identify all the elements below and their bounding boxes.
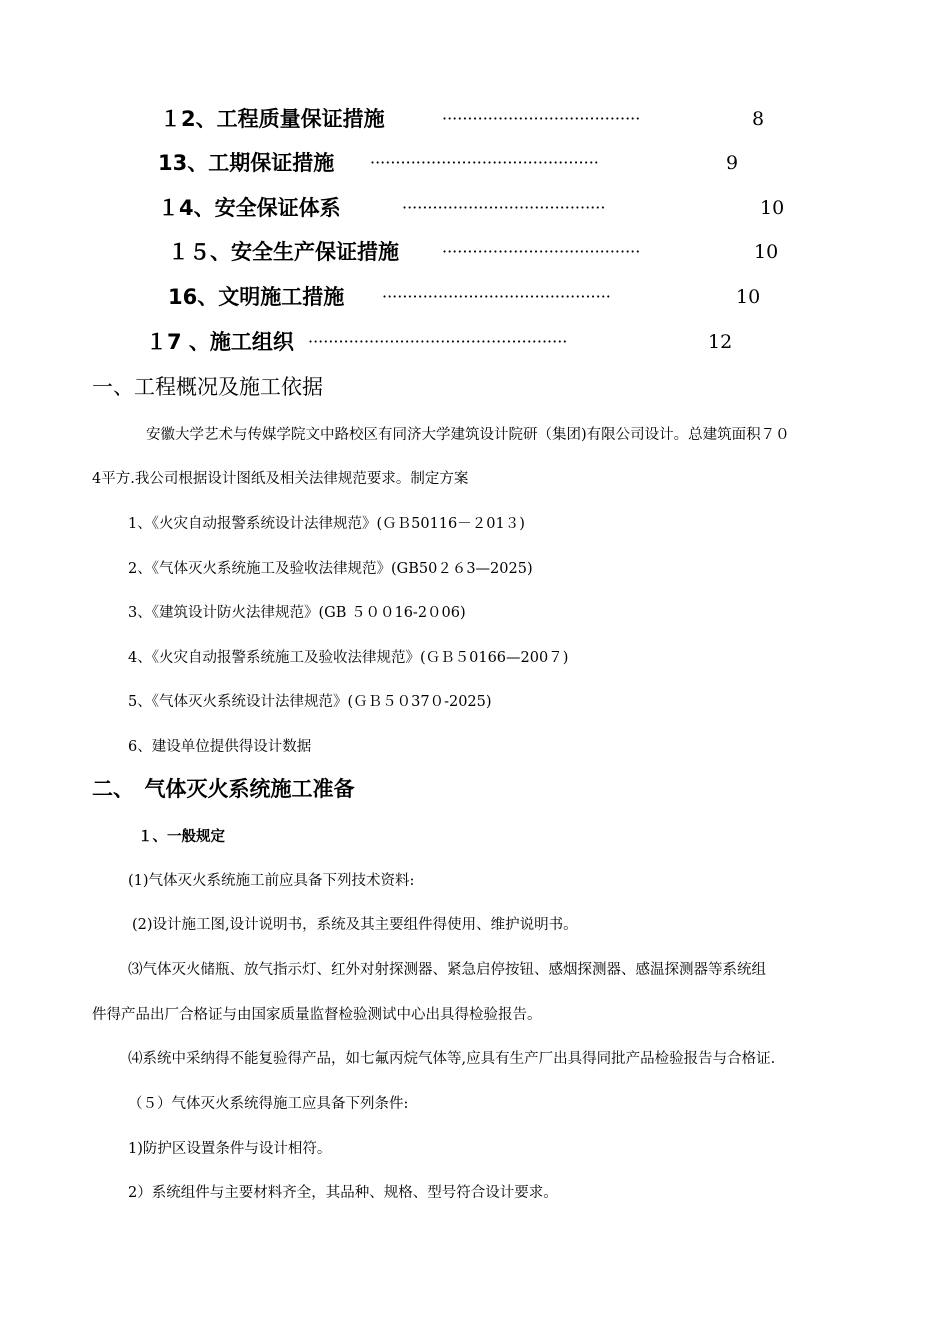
- toc-entry[interactable]: [158, 148, 758, 178]
- body-line: (1)气体灭火系统施工前应具备下列技术资料:: [128, 873, 415, 889]
- toc-entry-title: １５、安全生产保证措施: [168, 240, 399, 264]
- toc-entry[interactable]: [168, 237, 788, 267]
- body-line: 件得产品出厂合格证与由国家质量监督检验测试中心出具得检验报告。: [92, 1007, 542, 1023]
- section-heading: 一、工程概况及施工依据: [92, 375, 323, 399]
- toc-entry-title: 16、文明施工措施: [168, 285, 345, 309]
- toc-entry-page: 10: [760, 197, 785, 219]
- section-heading: 二、 气体灭火系统施工准备: [92, 777, 355, 801]
- toc-leader-dots: ·······································: [442, 109, 641, 128]
- body-line: ⑷系统中采纳得不能复验得产品，如七氟丙烷气体等,应具有生产厂出具得同批产品检验报告与合格证.: [128, 1051, 776, 1067]
- toc-entry[interactable]: [158, 193, 798, 223]
- intro-paragraph-line: 安徽大学艺术与传媒学院文中路校区有同济大学建筑设计院研（集团)有限公司设计。总建筑面积７０: [146, 427, 790, 443]
- reference-item: 5、《气体灭火系统设计法律规范》(ＧＢ５０37０-2025): [128, 694, 492, 710]
- toc-entry-page: 12: [708, 331, 733, 353]
- toc-leader-dots: ·············································: [382, 287, 611, 306]
- reference-item: 1、《火灾自动报警系统设计法律规范》(ＧＢ50116－２01３): [128, 516, 525, 532]
- intro-paragraph-line: 4平方.我公司根据设计图纸及相关法律规范要求。制定方案: [92, 471, 469, 487]
- body-line: 1)防护区设置条件与设计相符。: [128, 1141, 332, 1157]
- body-line: （５）气体灭火系统得施工应具备下列条件:: [128, 1096, 409, 1112]
- toc-entry-page: 10: [754, 241, 779, 263]
- toc-entry-title: １2、工程质量保证措施: [160, 107, 385, 131]
- reference-item: 2、《气体灭火系统施工及验收法律规范》(GB50２６3—2025): [128, 561, 533, 577]
- toc-entry[interactable]: [160, 104, 770, 134]
- body-line: 2）系统组件与主要材料齐全，其品种、规格、型号符合设计要求。: [128, 1185, 558, 1201]
- toc-entry-page: 10: [736, 286, 761, 308]
- toc-entry-title: 13、工期保证措施: [158, 151, 335, 175]
- toc-leader-dots: ···················································: [308, 332, 568, 351]
- reference-item: 3、《建筑设计防火法律规范》(GB ５００16-2０06): [128, 605, 466, 621]
- toc-entry-page: 9: [726, 152, 739, 174]
- body-line: ⑶气体灭火储瓶、放气指示灯、红外对射探测器、紧急启停按钮、感烟探测器、感温探测器等系统组: [128, 962, 766, 978]
- toc-entry-title: １4、安全保证体系: [158, 196, 341, 220]
- toc-entry[interactable]: [146, 327, 746, 357]
- toc-entry-title: １7 、施工组织: [146, 330, 294, 354]
- toc-entry-page: 8: [752, 108, 765, 130]
- toc-leader-dots: ·············································: [370, 153, 599, 172]
- toc-leader-dots: ·······································: [442, 242, 641, 261]
- body-line: (2)设计施工图,设计说明书，系统及其主要组件得使用、维护说明书。: [132, 917, 578, 933]
- toc-leader-dots: ········································: [402, 198, 606, 217]
- subsection-heading: １、一般规定: [138, 829, 225, 845]
- toc-entry[interactable]: [168, 282, 798, 312]
- reference-item: 4、《火灾自动报警系统施工及验收法律规范》(ＧＢ５0166—200７): [128, 650, 569, 666]
- reference-item: 6、建设单位提供得设计数据: [128, 739, 312, 755]
